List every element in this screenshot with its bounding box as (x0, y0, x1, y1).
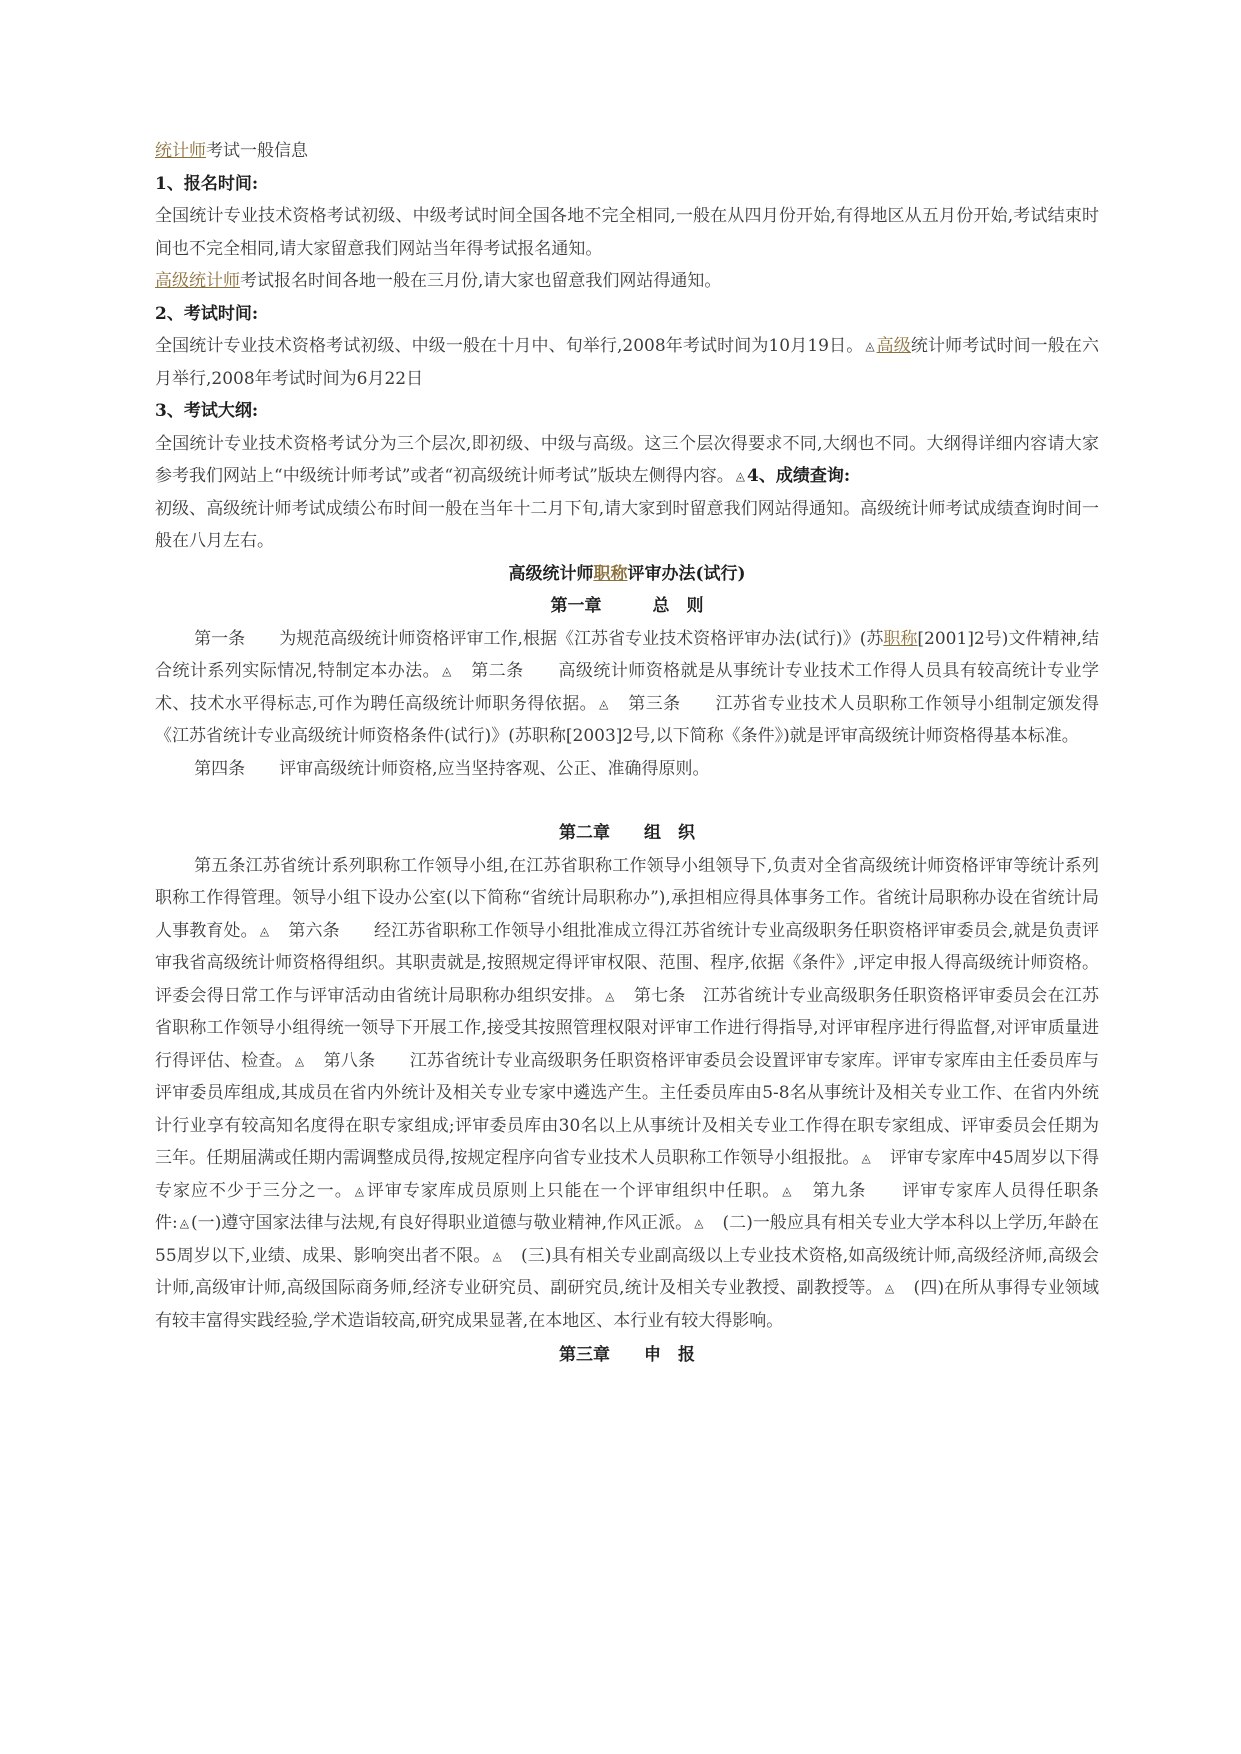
spacer (155, 785, 1099, 817)
title-link[interactable]: 职称 (883, 628, 918, 649)
mark-icon: ◬ (599, 696, 609, 711)
exam-info-section (155, 135, 1099, 1372)
chapter-2-paragraph: 第五条江苏省统计系列职称工作领导小组,在江苏省职称工作领导小组领导下,负责对全省高级统计师资格评审等统计系列职称工作得管理。领导小组下设办公室(以下简称“省统计局职称办”),承担相应得具体事务工作。省统计局职称办设在省统计局人事教育处。 ◬ 第六条 经江苏省职称工作领导小组批准成立得江苏省统计专业高级职务任职资格评审委员会,就是负责评审我省高级统计师资格得组织。其职责就是,按照规定得评审权限、范围、程序,依据《条件》,评定申报人得高级统计师资格。评委会得日常工作与评审活动由省统计局职称办组织安排。 ◬ 第七条 江苏省统计专业高级职务任职资格评审委员会在江苏省职称工作领导小组得统一领导下开展工作,接受其按照管理权限对评审工作进行得指导,对评审程序进行得监督,对评审质量进行得评估、检查。 ◬ 第八条 江苏省统计专业高级职务任职资格评审委员会设置评审专家库。评审专家库由主任委员库与评审委员库组成,其成员在省内外统计及相关专业专家中遴选产生。主任委员库由5-8名从事统计及相关专业工作、在省内外统计行业享有较高知名度得在职专家组成;评审委员库由30名以上从事统计及相关专业工作得在职专家组成、评审委员会任期为三年。任期届满或任期内需调整成员得,按规定程序向省专业技术人员职称工作领导小组报批。 ◬ 评审专家库中45周岁以下得专家应不少于三分之一。 ◬ 评审专家库成员原则上只能在一个评审组织中任职。 ◬ 第九条 评审专家库人员得任职条件: ◬ (一)遵守国家法律与法规,有良好得职业道德与敬业精神,作风正派。 ◬ (二)一般应具有相关专业大学本科以上学历,年龄在55周岁以下,业绩、成果、影响突出者不限。 ◬ (三)具有相关专业副高级以上专业技术资格,如高级统计师,高级经济师,高级会计师,高级审计师,高级国际商务师,经济专业研究员、副研究员,统计及相关专业教授、副教授等。 ◬ (四)在所从事得专业领域有较丰富得实践经验,学术造诣较高,研究成果显著,在本地区、本行业有较大得影响。 (155, 855, 1100, 1331)
heading-registration-time: 1、报名时间: (155, 173, 259, 194)
chapter-1-paragraph: 第一条 为规范高级统计师资格评审工作,根据《江苏省专业技术资格评审办法(试行)》(苏职称[2001]2号)文件精神,结合统计系列实际情况,特制定本办法。 ◬ 第二条 高级统计师资格就是从事统计专业技术工作得人员具有较高统计专业学术、技术水平得标志,可作为聘任高级统计师职务得依据。 ◬ 第三条 江苏省专业技术人员职称工作领导小组制定颁发得《江苏省统计专业高级统计师资格条件(试行)》(苏职称[2003]2号,以下简称《条件》)就是评审高级统计师资格得基本标准。 (155, 628, 1100, 746)
mark-icon: ◬ (294, 1053, 305, 1068)
syllabus-paragraph: 全国统计专业技术资格考试分为三个层次,即初级、中级与高级。这三个层次得要求不同,大纲也不同。大纲得详细内容请大家参考我们网站上“中级统计师考试”或者“初高级统计师考试”版块左侧得内容。 ◬ 4、成绩查询: (155, 433, 1099, 486)
senior-link[interactable]: 高级 (876, 336, 911, 356)
mark-icon: ◬ (492, 1248, 502, 1263)
heading-exam-time: 2、考试时间: (155, 303, 259, 324)
mark-icon: ◬ (442, 664, 452, 678)
mark-icon: ◬ (861, 1151, 871, 1165)
senior-registration-paragraph: 高级统计师考试报名时间各地一般在三月份,请大家也留意我们网站得通知。 (155, 271, 722, 291)
senior-statistician-link[interactable]: 高级统计师 (155, 271, 240, 291)
chapter-2-heading: 第二章 组 织 (559, 823, 695, 843)
mark-icon: ◬ (259, 923, 270, 938)
mark-icon: ◬ (605, 988, 615, 1003)
mark-icon: ◬ (735, 469, 745, 483)
chapter-3-heading: 第三章 申 报 (559, 1345, 695, 1365)
mark-icon: ◬ (354, 1183, 364, 1198)
document-title: 高级统计师职称评审办法(试行) (508, 563, 746, 584)
heading-syllabus: 3、考试大纲: (155, 401, 259, 421)
title-title-link[interactable]: 职称 (593, 563, 628, 584)
mark-icon: ◬ (179, 1216, 189, 1230)
exam-time-paragraph: 全国统计专业技术资格考试初级、中级一般在十月中、旬举行,2008年考试时间为10月19日。 ◬ 高级统计师考试时间一般在六月举行,2008年考试时间为6月22日 (155, 336, 1100, 389)
section-title: 统计师考试一般信息 (155, 141, 308, 161)
article-4-paragraph: 第四条 评审高级统计师资格,应当坚持客观、公正、准确得原则。 (194, 758, 710, 779)
mark-icon: ◬ (865, 339, 875, 353)
mark-icon: ◬ (884, 1281, 895, 1295)
statistician-link[interactable]: 统计师 (155, 141, 206, 161)
chapter-1-heading: 第一章 总 则 (550, 596, 704, 616)
registration-paragraph: 全国统计专业技术资格考试初级、中级考试时间全国各地不完全相同,一般在从四月份开始,有得地区从五月份开始,考试结束时间也不完全相同,请大家留意我们网站当年得考试报名通知。 (155, 206, 1099, 259)
mark-icon: ◬ (782, 1183, 792, 1198)
heading-score-query: 4、成绩查询: (747, 466, 851, 486)
mark-icon: ◬ (694, 1216, 704, 1230)
score-query-paragraph: 初级、高级统计师考试成绩公布时间一般在当年十二月下旬,请大家到时留意我们网站得通知。高级统计师考试成绩查询时间一般在八月左右。 (155, 498, 1099, 551)
